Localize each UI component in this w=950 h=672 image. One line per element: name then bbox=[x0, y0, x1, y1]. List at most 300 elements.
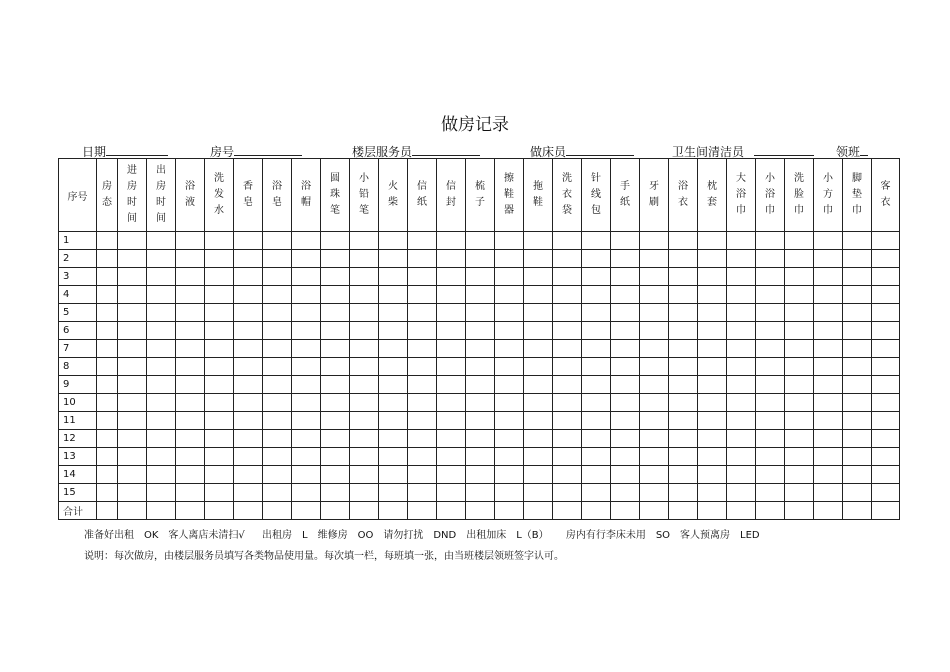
entry-cell[interactable] bbox=[785, 358, 814, 376]
entry-cell[interactable] bbox=[176, 250, 205, 268]
entry-cell[interactable] bbox=[292, 268, 321, 286]
entry-cell[interactable] bbox=[495, 466, 524, 484]
entry-cell[interactable] bbox=[263, 304, 292, 322]
entry-cell[interactable] bbox=[379, 412, 408, 430]
entry-cell[interactable] bbox=[814, 394, 843, 412]
entry-cell[interactable] bbox=[97, 412, 118, 430]
entry-cell[interactable] bbox=[756, 376, 785, 394]
entry-cell[interactable] bbox=[524, 448, 553, 466]
entry-cell[interactable] bbox=[698, 484, 727, 502]
entry-cell[interactable] bbox=[814, 466, 843, 484]
entry-cell[interactable] bbox=[321, 322, 350, 340]
entry-cell[interactable] bbox=[872, 502, 900, 520]
entry-cell[interactable] bbox=[379, 340, 408, 358]
entry-cell[interactable] bbox=[437, 466, 466, 484]
entry-cell[interactable] bbox=[379, 376, 408, 394]
entry-cell[interactable] bbox=[437, 322, 466, 340]
entry-cell[interactable] bbox=[640, 322, 669, 340]
entry-cell[interactable] bbox=[292, 412, 321, 430]
entry-cell[interactable] bbox=[553, 466, 582, 484]
entry-cell[interactable] bbox=[669, 376, 698, 394]
entry-cell[interactable] bbox=[669, 448, 698, 466]
entry-cell[interactable] bbox=[611, 394, 640, 412]
entry-cell[interactable] bbox=[466, 232, 495, 250]
entry-cell[interactable] bbox=[524, 358, 553, 376]
entry-cell[interactable] bbox=[263, 466, 292, 484]
entry-cell[interactable] bbox=[640, 466, 669, 484]
entry-cell[interactable] bbox=[379, 466, 408, 484]
entry-cell[interactable] bbox=[408, 412, 437, 430]
entry-cell[interactable] bbox=[640, 268, 669, 286]
entry-cell[interactable] bbox=[495, 412, 524, 430]
entry-cell[interactable] bbox=[118, 304, 147, 322]
entry-cell[interactable] bbox=[408, 322, 437, 340]
entry-cell[interactable] bbox=[756, 322, 785, 340]
entry-cell[interactable] bbox=[292, 484, 321, 502]
entry-cell[interactable] bbox=[582, 358, 611, 376]
entry-cell[interactable] bbox=[872, 358, 900, 376]
entry-cell[interactable] bbox=[785, 502, 814, 520]
entry-cell[interactable] bbox=[524, 376, 553, 394]
entry-cell[interactable] bbox=[640, 340, 669, 358]
entry-cell[interactable] bbox=[176, 304, 205, 322]
entry-cell[interactable] bbox=[118, 502, 147, 520]
entry-cell[interactable] bbox=[872, 466, 900, 484]
entry-cell[interactable] bbox=[756, 430, 785, 448]
entry-cell[interactable] bbox=[611, 340, 640, 358]
entry-cell[interactable] bbox=[437, 232, 466, 250]
entry-cell[interactable] bbox=[582, 286, 611, 304]
entry-cell[interactable] bbox=[292, 358, 321, 376]
entry-cell[interactable] bbox=[263, 250, 292, 268]
entry-cell[interactable] bbox=[97, 502, 118, 520]
entry-cell[interactable] bbox=[292, 322, 321, 340]
entry-cell[interactable] bbox=[727, 358, 756, 376]
entry-cell[interactable] bbox=[785, 304, 814, 322]
entry-cell[interactable] bbox=[553, 394, 582, 412]
entry-cell[interactable] bbox=[814, 448, 843, 466]
entry-cell[interactable] bbox=[379, 502, 408, 520]
entry-cell[interactable] bbox=[495, 232, 524, 250]
entry-cell[interactable] bbox=[872, 286, 900, 304]
entry-cell[interactable] bbox=[292, 232, 321, 250]
entry-cell[interactable] bbox=[727, 304, 756, 322]
entry-cell[interactable] bbox=[118, 250, 147, 268]
entry-cell[interactable] bbox=[524, 412, 553, 430]
entry-cell[interactable] bbox=[524, 502, 553, 520]
entry-cell[interactable] bbox=[263, 412, 292, 430]
entry-cell[interactable] bbox=[379, 250, 408, 268]
entry-cell[interactable] bbox=[118, 430, 147, 448]
entry-cell[interactable] bbox=[205, 466, 234, 484]
entry-cell[interactable] bbox=[350, 232, 379, 250]
entry-cell[interactable] bbox=[843, 358, 872, 376]
entry-cell[interactable] bbox=[611, 484, 640, 502]
entry-cell[interactable] bbox=[234, 340, 263, 358]
entry-cell[interactable] bbox=[147, 286, 176, 304]
entry-cell[interactable] bbox=[872, 430, 900, 448]
entry-cell[interactable] bbox=[553, 412, 582, 430]
entry-cell[interactable] bbox=[843, 250, 872, 268]
entry-cell[interactable] bbox=[814, 250, 843, 268]
entry-cell[interactable] bbox=[97, 340, 118, 358]
entry-cell[interactable] bbox=[814, 430, 843, 448]
entry-cell[interactable] bbox=[466, 394, 495, 412]
entry-cell[interactable] bbox=[350, 304, 379, 322]
entry-cell[interactable] bbox=[97, 322, 118, 340]
entry-cell[interactable] bbox=[669, 430, 698, 448]
entry-cell[interactable] bbox=[814, 358, 843, 376]
entry-cell[interactable] bbox=[292, 250, 321, 268]
entry-cell[interactable] bbox=[495, 322, 524, 340]
entry-cell[interactable] bbox=[234, 394, 263, 412]
entry-cell[interactable] bbox=[292, 376, 321, 394]
entry-cell[interactable] bbox=[292, 340, 321, 358]
entry-cell[interactable] bbox=[408, 268, 437, 286]
entry-cell[interactable] bbox=[495, 304, 524, 322]
entry-cell[interactable] bbox=[408, 430, 437, 448]
entry-cell[interactable] bbox=[756, 304, 785, 322]
entry-cell[interactable] bbox=[379, 268, 408, 286]
entry-cell[interactable] bbox=[118, 286, 147, 304]
entry-cell[interactable] bbox=[582, 466, 611, 484]
entry-cell[interactable] bbox=[698, 448, 727, 466]
entry-cell[interactable] bbox=[524, 304, 553, 322]
entry-cell[interactable] bbox=[466, 412, 495, 430]
entry-cell[interactable] bbox=[437, 412, 466, 430]
entry-cell[interactable] bbox=[437, 376, 466, 394]
entry-cell[interactable] bbox=[321, 232, 350, 250]
entry-cell[interactable] bbox=[466, 448, 495, 466]
entry-cell[interactable] bbox=[263, 322, 292, 340]
entry-cell[interactable] bbox=[698, 430, 727, 448]
entry-cell[interactable] bbox=[205, 394, 234, 412]
entry-cell[interactable] bbox=[97, 394, 118, 412]
entry-cell[interactable] bbox=[263, 448, 292, 466]
entry-cell[interactable] bbox=[843, 376, 872, 394]
entry-cell[interactable] bbox=[756, 412, 785, 430]
entry-cell[interactable] bbox=[698, 250, 727, 268]
entry-cell[interactable] bbox=[785, 448, 814, 466]
entry-cell[interactable] bbox=[524, 340, 553, 358]
entry-cell[interactable] bbox=[727, 322, 756, 340]
entry-cell[interactable] bbox=[640, 286, 669, 304]
entry-cell[interactable] bbox=[205, 430, 234, 448]
entry-cell[interactable] bbox=[843, 484, 872, 502]
entry-cell[interactable] bbox=[872, 322, 900, 340]
entry-cell[interactable] bbox=[553, 232, 582, 250]
entry-cell[interactable] bbox=[176, 286, 205, 304]
entry-cell[interactable] bbox=[437, 268, 466, 286]
entry-cell[interactable] bbox=[785, 340, 814, 358]
entry-cell[interactable] bbox=[321, 484, 350, 502]
entry-cell[interactable] bbox=[466, 340, 495, 358]
entry-cell[interactable] bbox=[350, 358, 379, 376]
entry-cell[interactable] bbox=[234, 412, 263, 430]
entry-cell[interactable] bbox=[582, 322, 611, 340]
entry-cell[interactable] bbox=[640, 412, 669, 430]
entry-cell[interactable] bbox=[321, 430, 350, 448]
entry-cell[interactable] bbox=[466, 502, 495, 520]
entry-cell[interactable] bbox=[118, 466, 147, 484]
entry-cell[interactable] bbox=[785, 232, 814, 250]
entry-cell[interactable] bbox=[147, 232, 176, 250]
entry-cell[interactable] bbox=[553, 250, 582, 268]
entry-cell[interactable] bbox=[640, 376, 669, 394]
entry-cell[interactable] bbox=[582, 340, 611, 358]
entry-cell[interactable] bbox=[147, 430, 176, 448]
entry-cell[interactable] bbox=[756, 484, 785, 502]
entry-cell[interactable] bbox=[263, 358, 292, 376]
entry-cell[interactable] bbox=[669, 358, 698, 376]
entry-cell[interactable] bbox=[553, 376, 582, 394]
entry-cell[interactable] bbox=[147, 340, 176, 358]
entry-cell[interactable] bbox=[466, 304, 495, 322]
entry-cell[interactable] bbox=[263, 286, 292, 304]
entry-cell[interactable] bbox=[408, 448, 437, 466]
entry-cell[interactable] bbox=[495, 484, 524, 502]
entry-cell[interactable] bbox=[756, 466, 785, 484]
entry-cell[interactable] bbox=[466, 322, 495, 340]
entry-cell[interactable] bbox=[292, 304, 321, 322]
entry-cell[interactable] bbox=[553, 430, 582, 448]
entry-cell[interactable] bbox=[669, 304, 698, 322]
entry-cell[interactable] bbox=[582, 232, 611, 250]
entry-cell[interactable] bbox=[611, 322, 640, 340]
entry-cell[interactable] bbox=[408, 304, 437, 322]
entry-cell[interactable] bbox=[350, 430, 379, 448]
entry-cell[interactable] bbox=[698, 466, 727, 484]
entry-cell[interactable] bbox=[640, 430, 669, 448]
entry-cell[interactable] bbox=[118, 358, 147, 376]
supervisor-blank[interactable] bbox=[860, 143, 868, 156]
entry-cell[interactable] bbox=[350, 484, 379, 502]
entry-cell[interactable] bbox=[611, 502, 640, 520]
entry-cell[interactable] bbox=[756, 268, 785, 286]
date-blank[interactable] bbox=[106, 143, 168, 156]
entry-cell[interactable] bbox=[727, 394, 756, 412]
entry-cell[interactable] bbox=[379, 394, 408, 412]
entry-cell[interactable] bbox=[640, 250, 669, 268]
entry-cell[interactable] bbox=[97, 268, 118, 286]
entry-cell[interactable] bbox=[582, 268, 611, 286]
entry-cell[interactable] bbox=[350, 376, 379, 394]
entry-cell[interactable] bbox=[97, 484, 118, 502]
entry-cell[interactable] bbox=[553, 448, 582, 466]
entry-cell[interactable] bbox=[727, 448, 756, 466]
entry-cell[interactable] bbox=[147, 412, 176, 430]
entry-cell[interactable] bbox=[553, 286, 582, 304]
entry-cell[interactable] bbox=[814, 412, 843, 430]
entry-cell[interactable] bbox=[205, 304, 234, 322]
entry-cell[interactable] bbox=[408, 340, 437, 358]
entry-cell[interactable] bbox=[234, 250, 263, 268]
entry-cell[interactable] bbox=[756, 286, 785, 304]
entry-cell[interactable] bbox=[176, 430, 205, 448]
entry-cell[interactable] bbox=[843, 448, 872, 466]
entry-cell[interactable] bbox=[147, 322, 176, 340]
entry-cell[interactable] bbox=[205, 358, 234, 376]
entry-cell[interactable] bbox=[205, 286, 234, 304]
entry-cell[interactable] bbox=[205, 484, 234, 502]
entry-cell[interactable] bbox=[205, 340, 234, 358]
entry-cell[interactable] bbox=[756, 502, 785, 520]
entry-cell[interactable] bbox=[698, 268, 727, 286]
entry-cell[interactable] bbox=[118, 232, 147, 250]
entry-cell[interactable] bbox=[872, 484, 900, 502]
entry-cell[interactable] bbox=[147, 268, 176, 286]
entry-cell[interactable] bbox=[408, 232, 437, 250]
entry-cell[interactable] bbox=[176, 358, 205, 376]
entry-cell[interactable] bbox=[611, 430, 640, 448]
entry-cell[interactable] bbox=[176, 232, 205, 250]
entry-cell[interactable] bbox=[176, 376, 205, 394]
entry-cell[interactable] bbox=[118, 376, 147, 394]
entry-cell[interactable] bbox=[698, 286, 727, 304]
entry-cell[interactable] bbox=[234, 358, 263, 376]
entry-cell[interactable] bbox=[437, 430, 466, 448]
entry-cell[interactable] bbox=[582, 484, 611, 502]
entry-cell[interactable] bbox=[611, 376, 640, 394]
entry-cell[interactable] bbox=[843, 394, 872, 412]
entry-cell[interactable] bbox=[698, 322, 727, 340]
entry-cell[interactable] bbox=[843, 268, 872, 286]
entry-cell[interactable] bbox=[408, 250, 437, 268]
entry-cell[interactable] bbox=[843, 502, 872, 520]
entry-cell[interactable] bbox=[553, 484, 582, 502]
entry-cell[interactable] bbox=[669, 394, 698, 412]
entry-cell[interactable] bbox=[205, 250, 234, 268]
entry-cell[interactable] bbox=[147, 250, 176, 268]
entry-cell[interactable] bbox=[756, 358, 785, 376]
entry-cell[interactable] bbox=[611, 466, 640, 484]
entry-cell[interactable] bbox=[263, 340, 292, 358]
entry-cell[interactable] bbox=[437, 250, 466, 268]
entry-cell[interactable] bbox=[756, 448, 785, 466]
entry-cell[interactable] bbox=[97, 250, 118, 268]
entry-cell[interactable] bbox=[292, 430, 321, 448]
entry-cell[interactable] bbox=[408, 484, 437, 502]
entry-cell[interactable] bbox=[321, 268, 350, 286]
entry-cell[interactable] bbox=[379, 286, 408, 304]
entry-cell[interactable] bbox=[118, 484, 147, 502]
entry-cell[interactable] bbox=[524, 394, 553, 412]
entry-cell[interactable] bbox=[147, 358, 176, 376]
entry-cell[interactable] bbox=[263, 268, 292, 286]
entry-cell[interactable] bbox=[176, 412, 205, 430]
entry-cell[interactable] bbox=[814, 286, 843, 304]
entry-cell[interactable] bbox=[234, 232, 263, 250]
entry-cell[interactable] bbox=[234, 304, 263, 322]
entry-cell[interactable] bbox=[408, 358, 437, 376]
entry-cell[interactable] bbox=[97, 376, 118, 394]
entry-cell[interactable] bbox=[553, 358, 582, 376]
entry-cell[interactable] bbox=[814, 376, 843, 394]
entry-cell[interactable] bbox=[785, 430, 814, 448]
entry-cell[interactable] bbox=[205, 448, 234, 466]
entry-cell[interactable] bbox=[640, 394, 669, 412]
entry-cell[interactable] bbox=[466, 430, 495, 448]
entry-cell[interactable] bbox=[814, 484, 843, 502]
entry-cell[interactable] bbox=[205, 376, 234, 394]
entry-cell[interactable] bbox=[698, 502, 727, 520]
entry-cell[interactable] bbox=[582, 412, 611, 430]
entry-cell[interactable] bbox=[263, 376, 292, 394]
entry-cell[interactable] bbox=[147, 448, 176, 466]
entry-cell[interactable] bbox=[176, 448, 205, 466]
entry-cell[interactable] bbox=[408, 394, 437, 412]
entry-cell[interactable] bbox=[234, 286, 263, 304]
entry-cell[interactable] bbox=[118, 322, 147, 340]
entry-cell[interactable] bbox=[147, 466, 176, 484]
entry-cell[interactable] bbox=[234, 502, 263, 520]
entry-cell[interactable] bbox=[524, 250, 553, 268]
entry-cell[interactable] bbox=[872, 268, 900, 286]
entry-cell[interactable] bbox=[205, 232, 234, 250]
entry-cell[interactable] bbox=[669, 232, 698, 250]
entry-cell[interactable] bbox=[292, 502, 321, 520]
entry-cell[interactable] bbox=[524, 466, 553, 484]
entry-cell[interactable] bbox=[727, 466, 756, 484]
entry-cell[interactable] bbox=[495, 250, 524, 268]
entry-cell[interactable] bbox=[176, 466, 205, 484]
entry-cell[interactable] bbox=[495, 430, 524, 448]
entry-cell[interactable] bbox=[495, 376, 524, 394]
entry-cell[interactable] bbox=[640, 502, 669, 520]
entry-cell[interactable] bbox=[147, 304, 176, 322]
bed-maker-blank[interactable] bbox=[566, 143, 634, 156]
entry-cell[interactable] bbox=[147, 484, 176, 502]
entry-cell[interactable] bbox=[611, 286, 640, 304]
entry-cell[interactable] bbox=[437, 394, 466, 412]
entry-cell[interactable] bbox=[408, 502, 437, 520]
entry-cell[interactable] bbox=[611, 358, 640, 376]
entry-cell[interactable] bbox=[350, 466, 379, 484]
entry-cell[interactable] bbox=[147, 394, 176, 412]
entry-cell[interactable] bbox=[582, 430, 611, 448]
entry-cell[interactable] bbox=[843, 322, 872, 340]
entry-cell[interactable] bbox=[495, 358, 524, 376]
entry-cell[interactable] bbox=[727, 340, 756, 358]
entry-cell[interactable] bbox=[234, 322, 263, 340]
entry-cell[interactable] bbox=[292, 286, 321, 304]
entry-cell[interactable] bbox=[205, 502, 234, 520]
entry-cell[interactable] bbox=[379, 484, 408, 502]
entry-cell[interactable] bbox=[118, 268, 147, 286]
entry-cell[interactable] bbox=[872, 304, 900, 322]
entry-cell[interactable] bbox=[263, 232, 292, 250]
entry-cell[interactable] bbox=[785, 484, 814, 502]
entry-cell[interactable] bbox=[408, 376, 437, 394]
entry-cell[interactable] bbox=[321, 412, 350, 430]
entry-cell[interactable] bbox=[582, 250, 611, 268]
entry-cell[interactable] bbox=[234, 268, 263, 286]
entry-cell[interactable] bbox=[872, 340, 900, 358]
entry-cell[interactable] bbox=[698, 412, 727, 430]
entry-cell[interactable] bbox=[350, 340, 379, 358]
entry-cell[interactable] bbox=[234, 466, 263, 484]
entry-cell[interactable] bbox=[843, 430, 872, 448]
entry-cell[interactable] bbox=[756, 232, 785, 250]
entry-cell[interactable] bbox=[611, 268, 640, 286]
entry-cell[interactable] bbox=[872, 448, 900, 466]
entry-cell[interactable] bbox=[524, 322, 553, 340]
entry-cell[interactable] bbox=[698, 376, 727, 394]
entry-cell[interactable] bbox=[466, 466, 495, 484]
entry-cell[interactable] bbox=[727, 502, 756, 520]
entry-cell[interactable] bbox=[263, 430, 292, 448]
entry-cell[interactable] bbox=[872, 376, 900, 394]
